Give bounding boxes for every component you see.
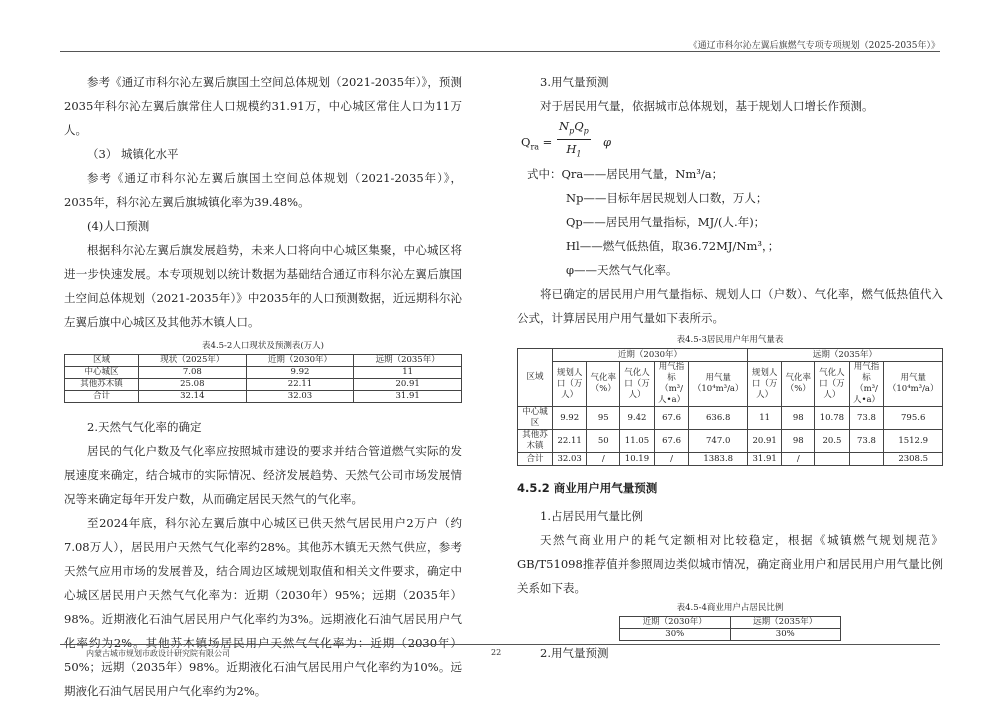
table-cell: 2308.5 <box>884 453 943 466</box>
table-cell: 9.92 <box>246 367 354 379</box>
heading-ratio: 1.占居民用气量比例 <box>540 509 643 523</box>
definition-line: 式中：Qra——居民用气量，Nm³/a； <box>527 167 724 181</box>
paragraph-calc-intro: 将已确定的居民用户用气量指标、规划人口（户数）、气化率，燃气低热值代入公式，计算居民用户用气量如下表所示。 <box>517 287 943 325</box>
table-cell: 合计 <box>518 453 553 466</box>
table-cell: / <box>587 453 620 466</box>
table-cell: 20.5 <box>815 430 849 453</box>
section-heading-commercial: 4.5.2 商业用户用气量预测 <box>517 481 658 495</box>
table-header: 气化人口（万人） <box>620 362 654 407</box>
right-column <box>517 70 943 665</box>
page-number: 22 <box>491 648 502 657</box>
table-cell: 30% <box>730 629 841 641</box>
table-cell: 9.92 <box>553 407 587 430</box>
table-cell: 9.42 <box>620 407 654 430</box>
table-row <box>65 367 462 379</box>
formula-definitions <box>517 162 943 282</box>
table-cell: 98 <box>782 430 815 453</box>
consumption-formula <box>517 118 943 162</box>
table-header-row <box>620 617 841 629</box>
footer-organization: 内蒙古城市规划市政设计研究院有限公司 <box>86 649 230 658</box>
table-header-row <box>518 362 943 407</box>
table-cell: 25.08 <box>138 379 246 391</box>
table-cell: 10.78 <box>815 407 849 430</box>
table-header: 区域 <box>65 355 139 367</box>
definition-line: φ——天然气气化率。 <box>566 263 678 277</box>
table-row <box>518 453 943 466</box>
table-row <box>65 379 462 391</box>
heading-gas-forecast: 3.用气量预测 <box>540 75 609 89</box>
table-cell: 7.08 <box>138 367 246 379</box>
table-cell: 22.11 <box>246 379 354 391</box>
table3-caption: 表4.5-3居民用户年用气量表 <box>676 335 784 345</box>
definition-line: Np——目标年居民规划人口数，万人； <box>566 191 768 205</box>
formula-fraction: $N_pQ_p$ $H_1$ <box>559 119 589 159</box>
table-header-row <box>65 355 462 367</box>
table-cell: 其他苏木镇 <box>518 430 553 453</box>
table-cell: 795.6 <box>884 407 943 430</box>
table-cell: 其他苏木镇 <box>65 379 139 391</box>
table-cell: 11 <box>354 367 462 379</box>
table-header: 用气指标（m³/人•a） <box>849 362 884 407</box>
table-cell: 20.91 <box>747 430 781 453</box>
table-cell: 中心城区 <box>518 407 553 430</box>
table4-caption: 表4.5-4商业用户占居民比例 <box>676 603 784 613</box>
paragraph-population: 参考《通辽市科尔沁左翼后旗国土空间总体规划（2021-2035年）》，预测2035年科尔沁左翼后旗常住人口规模约31.91万，中心城区常住人口为11万人。 <box>64 75 462 137</box>
table-cell: 10.19 <box>620 453 654 466</box>
population-table <box>64 354 462 403</box>
table-header: 远期（2035年） <box>747 349 942 362</box>
table-header: 用气量（10⁴m³/a） <box>689 362 748 407</box>
page-header: 《通辽市科尔沁左翼后旗燃气专项专项规划（2025-2035年）》 <box>688 41 940 51</box>
table-cell: 95 <box>587 407 620 430</box>
table-cell: 747.0 <box>689 430 748 453</box>
table-cell: 20.91 <box>354 379 462 391</box>
heading-urbanization: （3） 城镇化水平 <box>87 147 179 161</box>
table-cell <box>849 453 884 466</box>
table-cell: 30% <box>620 629 731 641</box>
formula-phi: φ <box>603 135 612 149</box>
paragraph-gasification-method: 居民的气化户数及气化率应按照城市建设的要求并结合管道燃气实际的发展速度来确定，结合城市的实际情况、经济发展趋势、天然气公司市场发展情况等来确定每年开发户数，从而确定居民天然气的气化率。 <box>64 444 462 506</box>
table-cell: 11 <box>747 407 781 430</box>
commercial-ratio-table <box>619 616 841 641</box>
table-header: 区域 <box>518 349 553 407</box>
table-header: 近期（2030年） <box>620 617 731 629</box>
table-header: 远期（2035年） <box>354 355 462 367</box>
table-cell: 73.8 <box>849 430 884 453</box>
table-cell: 50 <box>587 430 620 453</box>
footer-rule <box>60 644 940 645</box>
table-cell: 67.6 <box>654 430 689 453</box>
table-cell: 合计 <box>65 391 139 403</box>
table-row <box>65 391 462 403</box>
table-cell: 98 <box>782 407 815 430</box>
table-header: 规划人口（万人） <box>747 362 781 407</box>
table-header: 远期（2035年） <box>730 617 841 629</box>
table-header: 近期（2030年） <box>553 349 748 362</box>
paragraph-urbanization: 参考《通辽市科尔沁左翼后旗国土空间总体规划（2021-2035年）》，2035年，科尔沁左翼后旗城镇化率为39.48%。 <box>64 171 462 209</box>
table-header: 用气指标（m³/人•a） <box>654 362 689 407</box>
table-cell: 32.14 <box>138 391 246 403</box>
table-cell: 32.03 <box>246 391 354 403</box>
heading-population-forecast: (4)人口预测 <box>87 219 150 233</box>
table-header: 气化率（%） <box>782 362 815 407</box>
left-column <box>64 70 462 703</box>
table-header: 近期（2030年） <box>246 355 354 367</box>
paragraph-population-forecast: 根据科尔沁左翼后旗发展趋势，未来人口将向中心城区集聚，中心城区将进一步快速发展。本专项规划以统计数据为基础结合通辽市科尔沁左翼后旗国土空间总体规划（2021-2035年）》中2035年的人口预测数据，近远期科尔沁左翼后旗中心城区及其他苏木镇人口。 <box>64 243 462 329</box>
table-cell: 31.91 <box>747 453 781 466</box>
table-cell: 1383.8 <box>689 453 748 466</box>
table-row <box>518 430 943 453</box>
residential-gas-table <box>517 348 943 466</box>
heading-gasification-rate: 2.天然气气化率的确定 <box>87 420 202 434</box>
table-cell: 11.05 <box>620 430 654 453</box>
paragraph-gas-forecast: 对于居民用气量，依据城市总体规划，基于规划人口增长作预测。 <box>540 99 874 113</box>
table-cell: 73.8 <box>849 407 884 430</box>
header-rule <box>60 51 940 52</box>
table-cell: 22.11 <box>553 430 587 453</box>
table1-caption: 表4.5-2人口现状及预测表(万人) <box>202 341 324 351</box>
heading-commercial-forecast: 2.用气量预测 <box>540 646 609 660</box>
table-cell: 中心城区 <box>65 367 139 379</box>
table-row <box>620 629 841 641</box>
table-cell: / <box>654 453 689 466</box>
table-cell: 32.03 <box>553 453 587 466</box>
table-cell: 1512.9 <box>884 430 943 453</box>
table-row <box>518 407 943 430</box>
table-header: 气化率（%） <box>587 362 620 407</box>
table-header-row <box>518 349 943 362</box>
table-cell: 67.6 <box>654 407 689 430</box>
table-cell: 636.8 <box>689 407 748 430</box>
table-header: 现状（2025年） <box>138 355 246 367</box>
table-header: 气化人口（万人） <box>815 362 849 407</box>
definition-line: Qp——居民用气量指标，MJ/(人.年)； <box>566 215 766 229</box>
paragraph-gasification-values: 至2024年底，科尔沁左翼后旗中心城区已供天然气居民用户2万户（约7.08万人），居民用户天然气气化率约28%。其他苏木镇无天然气供应，参考天然气应用市场的发展普及，结合周边区域规划取值和相关文件要求，确定中心城区居民用户天然气气化率为：近期（2030年）95%；远期（2035年）98%。近期液化石油气居民用户气化率约为3%。远期液化石油气居民用户气化率约为2%。其他苏木镇场居民用户天然气气化率为：近期（2030年）50%；远期（2035年）98%。近期液化石油气居民用户气化率约为10%。远期液化石油气居民用户气化率约为2%。 <box>64 516 462 698</box>
table-cell: / <box>782 453 815 466</box>
table-header: 规划人口（万人） <box>553 362 587 407</box>
definition-line: Hl——燃气低热值，取36.72MJ/Nm³，； <box>566 239 780 253</box>
table-cell <box>815 453 849 466</box>
formula-lhs: $Q_{ra}$ = <box>521 135 553 152</box>
table-header: 用气量（10⁴m³/a） <box>884 362 943 407</box>
table-cell: 31.91 <box>354 391 462 403</box>
paragraph-ratio: 天然气商业用户的耗气定额相对比较稳定，根据《城镇燃气规划规范》GB/T51098推荐值并参照周边类似城市情况，确定商业用户和居民用户用气量比例关系如下表。 <box>517 533 943 595</box>
